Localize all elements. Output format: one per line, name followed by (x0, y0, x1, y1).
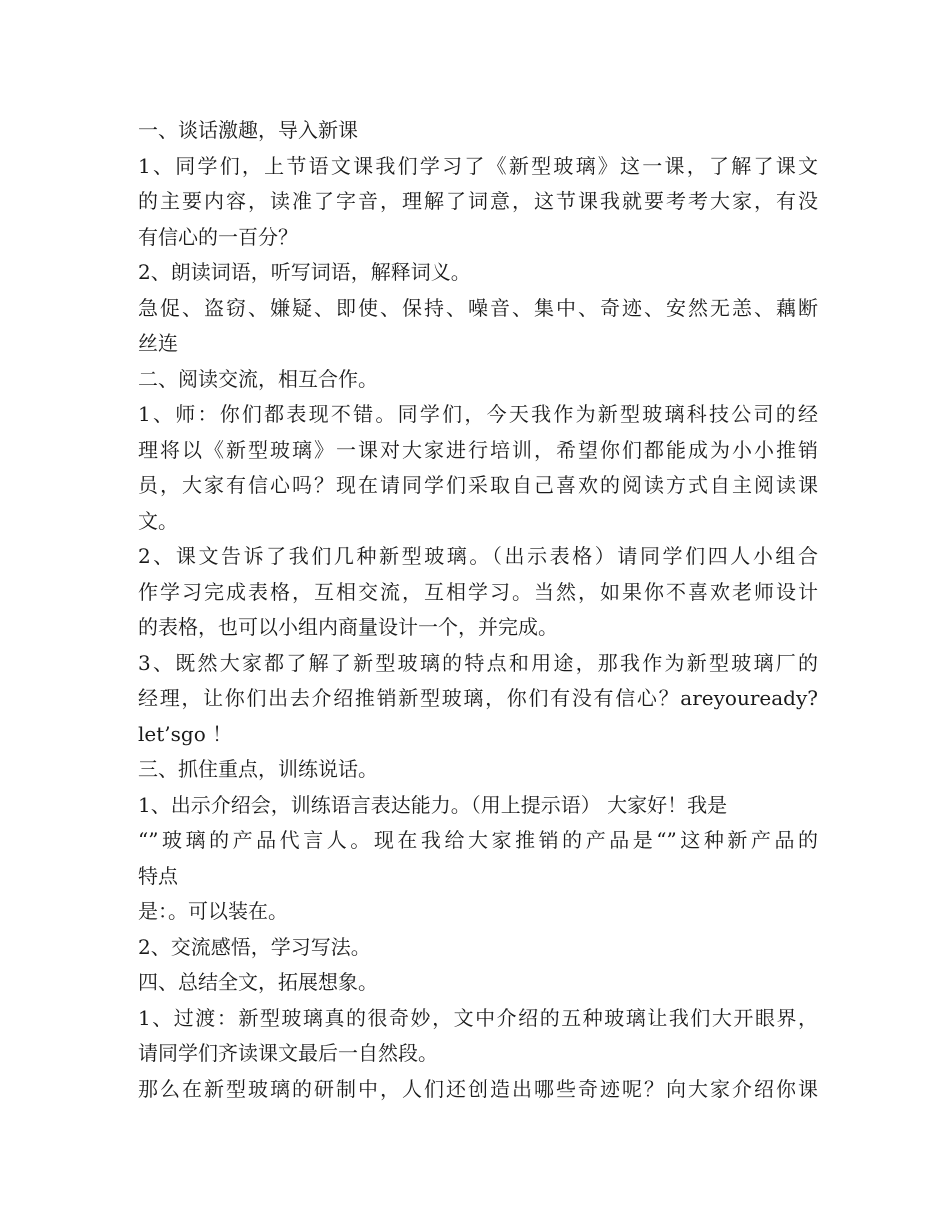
paragraph-line: 作学习完成表格，互相交流，互相学习。当然，如果你不喜欢老师设计 (138, 579, 818, 604)
paragraph-line: 请同学们齐读课文最后一自然段。 (138, 1041, 438, 1065)
paragraph-line: 1、出示介绍会，训练语言表达能力。（用上提示语） 大家好！我是 (138, 792, 728, 817)
paragraph-line: let’sgo ！ (138, 721, 233, 746)
section-heading-1: 一、谈话激趣，导入新课 (138, 118, 358, 142)
paragraph-line: 有信心的一百分？ (138, 224, 298, 249)
paragraph-line: 员，大家有信心吗？现在请同学们采取自己喜欢的阅读方式自主阅读课 (138, 473, 818, 497)
paragraph-line: 的表格，也可以小组内商量设计一个，并完成。 (138, 615, 558, 639)
vocabulary-line: 丝连 (138, 331, 178, 355)
vocabulary-line: 急促、盗窃、嫌疑、即使、保持、噪音、集中、奇迹、安然无恙、藕断 (138, 295, 818, 320)
paragraph-line: 2、交流感悟，学习写法。 (138, 934, 371, 959)
paragraph-line: 3、既然大家都了解了新型玻璃的特点和用途，那我作为新型玻璃厂的 (138, 650, 818, 675)
section-heading-3: 三、抓住重点，训练说话。 (138, 757, 378, 781)
paragraph-line: 2、朗读词语，听写词语，解释词义。 (138, 260, 471, 284)
paragraph-line: 1、师：你们都表现不错。同学们，今天我作为新型玻璃科技公司的经 (138, 402, 818, 426)
paragraph-line: 1、过渡：新型玻璃真的很奇妙，文中介绍的五种玻璃让我们大开眼界， (138, 1005, 818, 1030)
paragraph-line: 特点 (138, 863, 178, 888)
paragraph-line: 理将以《新型玻璃》一课对大家进行培训，希望你们都能成为小小推销 (138, 437, 818, 462)
paragraph-line: 的主要内容，读准了字音，理解了词意，这节课我就要考考大家，有没 (138, 189, 818, 213)
paragraph-line: 那么在新型玻璃的研制中，人们还创造出哪些奇迹呢？向大家介绍你课 (138, 1076, 818, 1101)
document-body (138, 113, 818, 1107)
paragraph-line: 经理，让你们出去介绍推销新型玻璃，你们有没有信心？areyouready? (138, 686, 818, 710)
section-heading-4: 四、总结全文，拓展想象。 (138, 970, 378, 994)
section-heading-2: 二、阅读交流，相互合作。 (138, 366, 378, 391)
paragraph-line: 2、课文告诉了我们几种新型玻璃。（出示表格）请同学们四人小组合 (138, 544, 818, 568)
paragraph-line: 文。 (138, 508, 178, 533)
paragraph-line: 1、同学们，上节语文课我们学习了《新型玻璃》这一课，了解了课文 (138, 153, 818, 178)
paragraph-line: “”玻璃的产品代言人。现在我给大家推销的产品是“”这种新产品的 (138, 828, 818, 852)
paragraph-line: 是：。可以装在。 (138, 899, 288, 923)
